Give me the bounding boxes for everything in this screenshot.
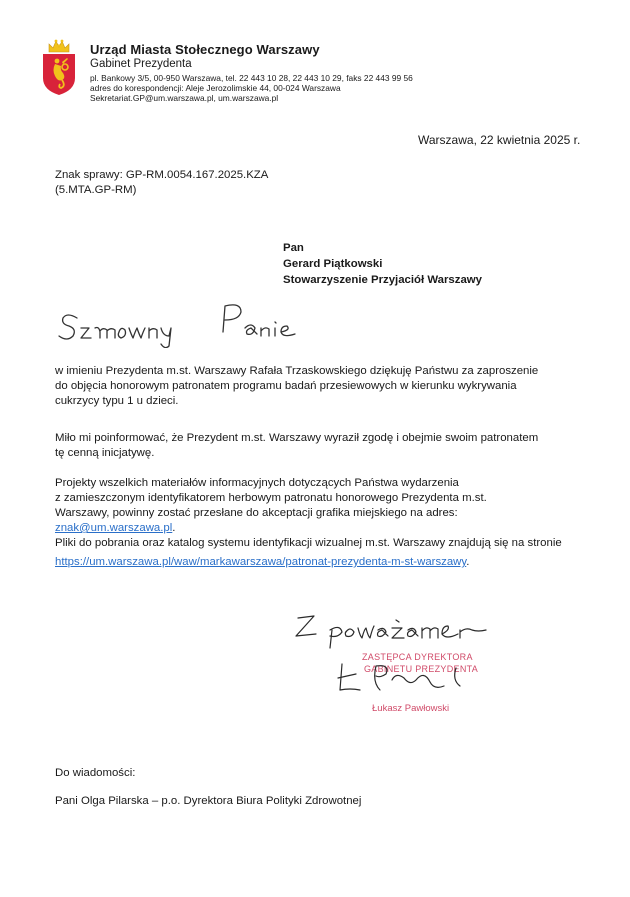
paragraph-download bbox=[55, 536, 562, 570]
cc-label: Do wiadomości: bbox=[55, 767, 136, 779]
cc-recipient: Pani Olga Pilarska – p.o. Dyrektora Biura Polityki Zdrowotnej bbox=[55, 795, 362, 807]
patronage-url-link[interactable]: https://um.warszawa.pl/waw/markawarszawa/patronat-prezydenta-m-st-warszawy bbox=[55, 556, 467, 568]
paragraph-line: tę cenną inicjatywę. bbox=[55, 447, 155, 459]
handwritten-salutation bbox=[55, 298, 325, 348]
paragraph-line: do objęcia honorowym patronatem programu badań przesiewowych w kierunku wykrywania bbox=[55, 380, 517, 392]
paragraph-line: cukrzycy typu 1 u dzieci. bbox=[55, 395, 179, 407]
email-link[interactable]: znak@um.warszawa.pl bbox=[55, 522, 173, 534]
paragraph-line: Pliki do pobrania oraz katalog systemu identyfikacji wizualnej m.st. Warszawy znajdują się na stronie bbox=[55, 537, 562, 549]
office-address: pl. Bankowy 3/5, 00-950 Warszawa, tel. 22 443 10 28, 22 443 10 29, faks 22 443 99 56 bbox=[90, 73, 413, 83]
recipient-title: Pan bbox=[283, 242, 304, 254]
url-suffix: . bbox=[466, 556, 470, 568]
paragraph-consent bbox=[55, 431, 538, 461]
department-name: Gabinet Prezydenta bbox=[90, 58, 192, 70]
paragraph-line: w imieniu Prezydenta m.st. Warszawy Rafała Trzaskowskiego dziękuję Państwu za zaproszenie bbox=[55, 365, 539, 377]
case-code: (5.MTA.GP-RM) bbox=[55, 184, 137, 196]
correspondence-address: adres do korespondencji: Aleje Jerozolimskie 44, 00-024 Warszawa bbox=[90, 83, 341, 93]
letter-date: Warszawa, 22 kwietnia 2025 r. bbox=[418, 133, 581, 147]
email-line bbox=[55, 521, 487, 536]
organization-name: Urząd Miasta Stołecznego Warszawy bbox=[90, 42, 320, 57]
contact-emails: Sekretariat.GP@um.warszawa.pl, um.warszawa.pl bbox=[90, 93, 279, 103]
recipient-organization: Stowarzyszenie Przyjaciół Warszawy bbox=[283, 274, 482, 286]
paragraph-line: Miło mi poinformować, że Prezydent m.st. Warszawy wyraził zgodę i obejmie swoim patronatem bbox=[55, 432, 539, 444]
case-reference: Znak sprawy: GP-RM.0054.167.2025.KZA bbox=[55, 169, 269, 181]
paragraph-thanks bbox=[55, 364, 538, 409]
paragraph-line: Projekty wszelkich materiałów informacyjnych dotyczących Państwa wydarzenia bbox=[55, 477, 459, 489]
email-suffix: . bbox=[172, 522, 176, 534]
paragraph-line: z zamieszczonym identyfikatorem herbowym patronatu honorowego Prezydenta m.st. bbox=[55, 492, 487, 504]
recipient-name: Gerard Piątkowski bbox=[283, 258, 383, 270]
warsaw-coat-of-arms-icon bbox=[40, 38, 78, 96]
signatory-name: Łukasz Pawłowski bbox=[372, 703, 450, 714]
paragraph-materials bbox=[55, 476, 487, 536]
url-line bbox=[55, 555, 562, 570]
svg-text:GABINETU PREZYDENTA: GABINETU PREZYDENTA bbox=[364, 664, 479, 674]
svg-text:ZASTĘPCA DYREKTORA: ZASTĘPCA DYREKTORA bbox=[362, 652, 473, 662]
paragraph-line: Warszawy, powinny zostać przesłane do akceptacji grafika miejskiego na adres: bbox=[55, 507, 458, 519]
